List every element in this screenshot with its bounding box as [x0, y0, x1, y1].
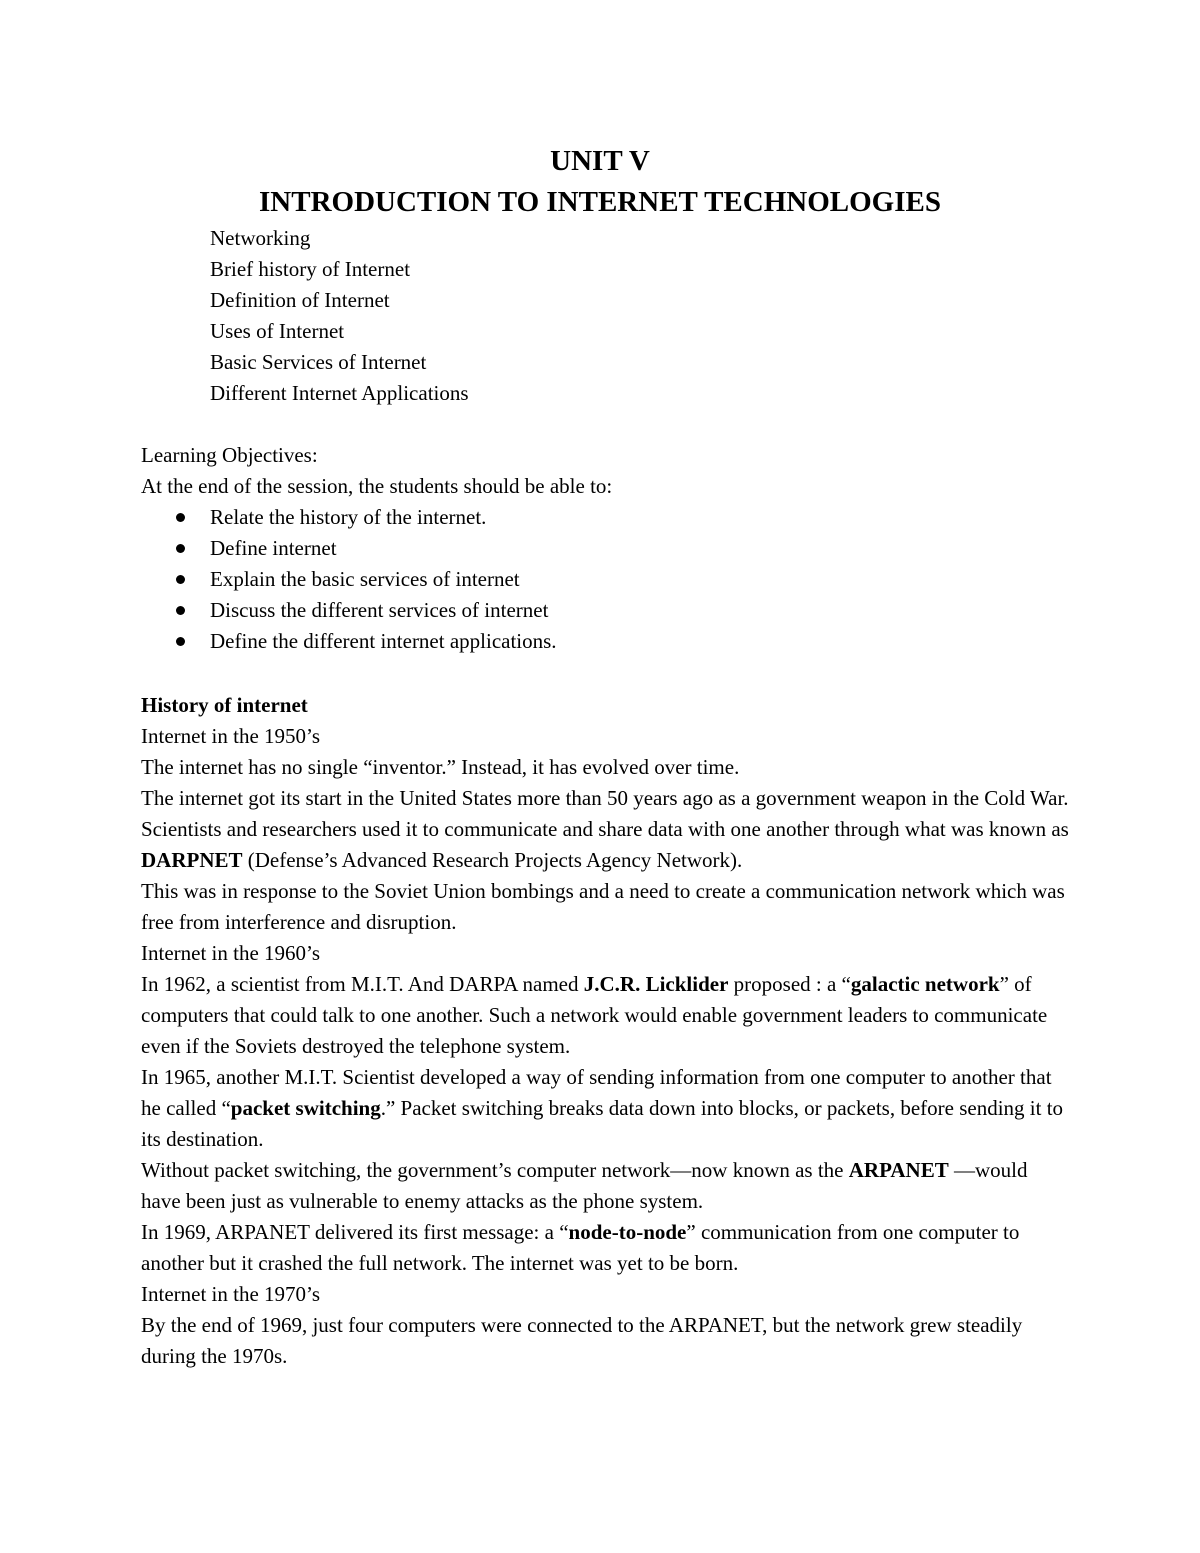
- paragraph: By the end of 1969, just four computers were connected to the ARPANET, but the network grew steadily during the 1970s.: [141, 1313, 1023, 1368]
- objective-text: Define internet: [210, 536, 337, 560]
- paragraph-text: proposed : a “: [728, 972, 851, 996]
- list-item: [141, 502, 1071, 533]
- list-item: [141, 626, 1071, 657]
- paragraph-text: In 1962, a scientist from M.I.T. And DARPA named: [141, 972, 584, 996]
- list-item: [141, 595, 1071, 626]
- objective-text: Define the different internet applications.: [210, 629, 557, 653]
- paragraph: The internet has no single “inventor.” Instead, it has evolved over time.: [141, 755, 740, 779]
- paragraph: [141, 1155, 1071, 1217]
- topic-item: Definition of Internet: [210, 288, 390, 312]
- section-heading: History of internet: [141, 693, 308, 717]
- bullet-icon: [176, 606, 185, 615]
- objective-text: Explain the basic services of internet: [210, 567, 520, 591]
- objectives-list: [141, 502, 1071, 657]
- objectives-label: Learning Objectives:: [141, 443, 318, 467]
- paragraph: [141, 814, 1071, 876]
- bold-term: DARPNET: [141, 848, 243, 872]
- paragraph-text: Without packet switching, the government’s computer network—now known as the: [141, 1158, 849, 1182]
- unit-title: UNIT V: [550, 145, 650, 177]
- bold-term: J.C.R. Licklider: [583, 972, 729, 996]
- topics-list: [210, 223, 1140, 409]
- bold-term: node-to-node: [568, 1220, 687, 1244]
- topic-item: Brief history of Internet: [210, 257, 411, 281]
- topic-item: Different Internet Applications: [210, 381, 469, 405]
- paragraph: This was in response to the Soviet Union bombings and a need to create a communication network which was free from interference and disruption.: [141, 879, 1065, 934]
- bullet-icon: [176, 513, 185, 522]
- bold-term: packet switching: [230, 1096, 381, 1120]
- list-item: [141, 533, 1071, 564]
- document-title: INTRODUCTION TO INTERNET TECHNOLOGIES: [259, 186, 941, 218]
- objective-text: Relate the history of the internet.: [210, 505, 487, 529]
- paragraph: [141, 1062, 1071, 1155]
- bullet-icon: [176, 637, 185, 646]
- topic-item: Networking: [210, 226, 311, 250]
- topic-item: Uses of Internet: [210, 319, 345, 343]
- bullet-icon: [176, 544, 185, 553]
- subheading-1970s: Internet in the 1970’s: [141, 1282, 321, 1306]
- bullet-icon: [176, 575, 185, 584]
- learning-objectives: [141, 440, 1071, 657]
- paragraph-text: Scientists and researchers used it to communicate and share data with one another through what was known as: [141, 817, 1069, 841]
- objective-text: Discuss the different services of internet: [210, 598, 549, 622]
- paragraph-text: ” communication from one computer to another but it crashed the full network. The internet was yet to be born.: [141, 1220, 1020, 1275]
- history-section: [141, 690, 1071, 1372]
- paragraph-text: In 1969, ARPANET delivered its first message: a “: [141, 1220, 569, 1244]
- paragraph-text: .” Packet switching breaks data down into blocks, or packets, before sending it to its destination.: [141, 1096, 1064, 1151]
- paragraph: The internet got its start in the United States more than 50 years ago as a government weapon in the Cold War.: [141, 786, 1069, 810]
- paragraph-text: ” of computers that could talk to one another. Such a network would enable government leaders to communicate even if the Soviets destroyed the telephone system.: [141, 972, 1048, 1058]
- bold-term: galactic network: [850, 972, 1000, 996]
- bold-term: ARPANET: [848, 1158, 949, 1182]
- subheading-1950s: Internet in the 1950’s: [141, 724, 321, 748]
- paragraph-text: In 1965, another M.I.T. Scientist developed a way of sending information from one computer to another that he called “: [141, 1065, 1052, 1120]
- paragraph: [141, 1217, 1071, 1279]
- objectives-intro: At the end of the session, the students should be able to:: [141, 474, 613, 498]
- list-item: [141, 564, 1071, 595]
- subheading-1960s: Internet in the 1960’s: [141, 941, 321, 965]
- topic-item: Basic Services of Internet: [210, 350, 427, 374]
- paragraph: [141, 969, 1071, 1062]
- paragraph-text: (Defense’s Advanced Research Projects Agency Network).: [242, 848, 743, 872]
- paragraph-text: —would have been just as vulnerable to enemy attacks as the phone system.: [141, 1158, 1028, 1213]
